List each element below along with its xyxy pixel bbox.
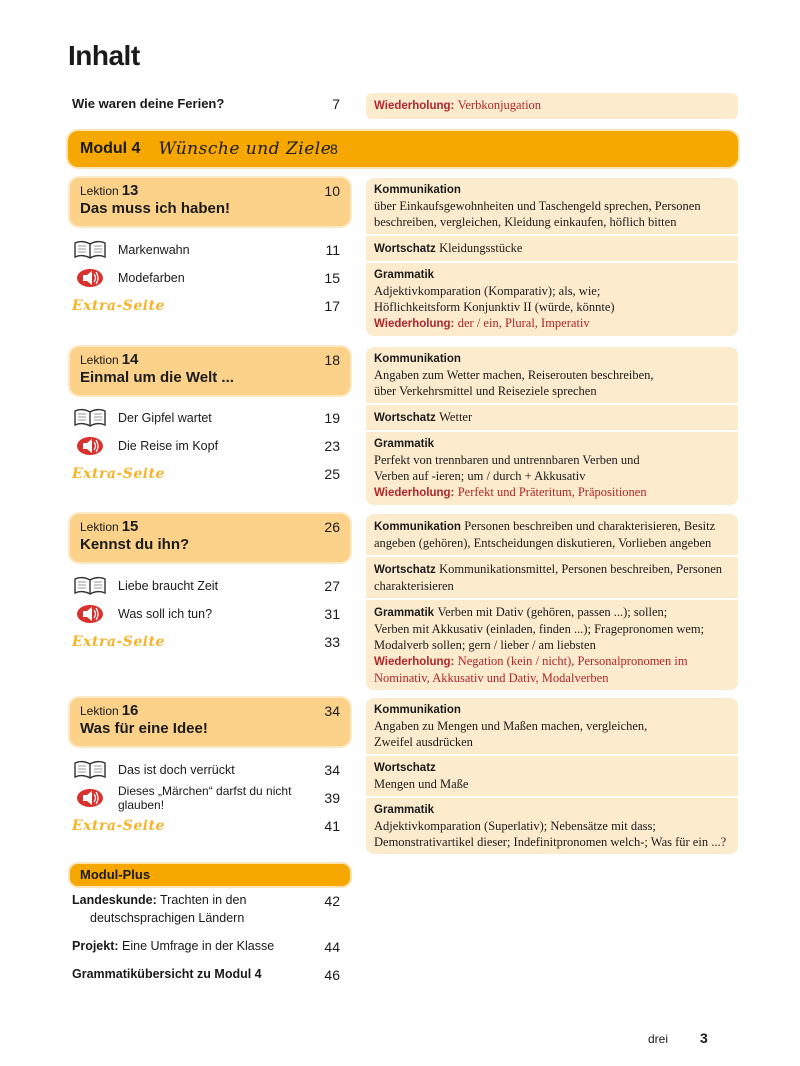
grammatikuebersicht-page: 46 (324, 967, 340, 983)
lektion-prefix: Lektion (80, 353, 119, 367)
review-text: Perfekt und Präteritum, Präpositionen (457, 485, 647, 499)
lektion-16-details (366, 698, 738, 854)
item-label: Modefarben (118, 271, 185, 285)
wortschatz-label: Wortschatz (374, 412, 436, 424)
item-label: Die Reise im Kopf (118, 439, 219, 453)
item-label: Markenwahn (118, 243, 190, 257)
grammatik-line: Verben mit Akkusativ (einladen, finden ...); Fragepronomen wem; (374, 622, 705, 636)
lektion-14-extra[interactable] (72, 463, 340, 485)
grammatik-label: Grammatik (374, 438, 435, 450)
grammatik-line: Höflichkeitsform Konjunktiv II (würde, könnte) (374, 300, 615, 314)
lektion-15-details (366, 514, 738, 690)
extra-page: 41 (324, 818, 340, 834)
lektion-number: 16 (121, 702, 139, 719)
intro-row[interactable] (72, 96, 340, 112)
kommunikation-line: Angaben zum Wetter machen, Reiserouten beschreiben, (374, 368, 654, 382)
grammatikuebersicht-row[interactable] (72, 967, 340, 983)
page-title: Inhalt (68, 40, 140, 71)
wortschatz-text: Mengen und Maße (374, 777, 469, 791)
projekt-text: Eine Umfrage in der Klasse (122, 939, 275, 953)
landeskunde-text: Trachten in den (160, 893, 247, 907)
projekt-page: 44 (324, 939, 340, 955)
grammatik-line: Verben mit Dativ (gehören, passen ...); sollen; (437, 605, 668, 619)
kommunikation-label: Kommunikation (374, 353, 461, 365)
grammatikuebersicht-label: Grammatikübersicht zu Modul 4 (72, 967, 262, 981)
speaker-icon (72, 436, 108, 456)
modul-plus-header[interactable]: Modul-Plus (70, 864, 350, 886)
grammatik-label: Grammatik (374, 607, 435, 619)
kommunikation-line: Angaben zu Mengen und Maßen machen, vergleichen, (374, 719, 648, 733)
kommunikation-label: Kommunikation (374, 184, 461, 196)
landeskunde-row-cont (90, 911, 340, 925)
kommunikation-text: über Einkaufsgewohnheiten und Taschengeld sprechen, Personen beschreiben, vergleichen, Kleidung einkaufen, höflich bitten (374, 199, 701, 229)
wortschatz-label: Wortschatz (374, 762, 436, 774)
page-number-word: drei (648, 1032, 669, 1046)
item-page: 11 (325, 242, 340, 258)
extra-seite-label: Extra-Seite (72, 818, 165, 834)
item-label: Liebe braucht Zeit (118, 579, 219, 593)
modul-label: Modul 4 (80, 140, 141, 157)
lektion-title: Was für eine Idee! (80, 720, 208, 737)
lektion-14-item-1[interactable] (72, 407, 340, 429)
review-label: Wiederholung: (374, 487, 455, 499)
lektion-title: Das muss ich haben! (80, 200, 231, 217)
lektion-number: 13 (121, 182, 139, 199)
extra-page: 25 (324, 466, 340, 482)
grammatik-label: Grammatik (374, 804, 435, 816)
lektion-title: Einmal um die Welt ... (80, 369, 234, 386)
lektion-14-header[interactable] (70, 347, 350, 395)
lektion-16-item-1[interactable] (72, 759, 340, 781)
speaker-icon (72, 788, 108, 808)
review-label: Wiederholung: (374, 656, 455, 668)
item-label: Dieses „Märchen“ darfst du nicht glauben! (118, 784, 292, 812)
kommunikation-line: über Verkehrsmittel und Reiseziele sprechen (374, 384, 597, 398)
item-label: Der Gipfel wartet (118, 411, 212, 425)
intro-review-bar (366, 93, 738, 119)
extra-seite-label: Extra-Seite (72, 634, 165, 650)
item-label: Das ist doch verrückt (118, 763, 235, 777)
extra-seite-label: Extra-Seite (72, 298, 165, 314)
projekt-row[interactable] (72, 939, 340, 955)
lektion-page: 10 (324, 183, 340, 199)
wortschatz-text: Kleidungsstücke (439, 241, 523, 255)
open-book-icon (72, 760, 108, 780)
kommunikation-line: Zweifel ausdrücken (374, 735, 473, 749)
grammatik-label: Grammatik (374, 269, 435, 281)
item-page: 27 (324, 578, 340, 594)
item-page: 23 (324, 438, 340, 454)
landeskunde-page: 42 (324, 893, 340, 909)
lektion-14-item-2[interactable] (72, 435, 340, 457)
lektion-13-item-1[interactable] (72, 239, 340, 261)
lektion-13-header[interactable] (70, 178, 350, 226)
wortschatz-label: Wortschatz (374, 564, 436, 576)
open-book-icon (72, 576, 108, 596)
item-page: 34 (324, 762, 340, 778)
wortschatz-text: Wetter (439, 410, 473, 424)
intro-label: Wie waren deine Ferien? (72, 96, 225, 111)
speaker-icon (72, 268, 108, 288)
modul-banner[interactable] (68, 131, 738, 167)
review-text: der / ein, Plural, Imperativ (457, 316, 590, 330)
lektion-prefix: Lektion (80, 520, 119, 534)
modul-title: Wünsche und Ziele (158, 139, 332, 159)
lektion-15-item-2[interactable] (72, 603, 340, 625)
wortschatz-label: Wortschatz (374, 243, 436, 255)
page-number: 3 (700, 1030, 708, 1046)
item-label: Was soll ich tun? (118, 607, 213, 621)
lektion-13-details (366, 178, 738, 336)
open-book-icon (72, 240, 108, 260)
open-book-icon (72, 408, 108, 428)
wortschatz-text: Kommunikationsmittel, Personen beschreiben, Personen charakterisieren (374, 562, 723, 593)
lektion-13-item-2[interactable] (72, 267, 340, 289)
lektion-title: Kennst du ihn? (80, 536, 190, 553)
item-page: 39 (324, 790, 340, 806)
landeskunde-text-cont: deutschsprachigen Ländern (90, 911, 245, 925)
lektion-13-extra[interactable] (72, 295, 340, 317)
lektion-15-header[interactable] (70, 514, 350, 562)
lektion-16-item-2[interactable] (72, 784, 340, 812)
kommunikation-label: Kommunikation (374, 704, 461, 716)
review-text: Negation (kein / nicht), Personalpronomen im Nominativ, Akkusativ und Dativ, Modalverben (374, 654, 688, 685)
item-page: 15 (324, 270, 340, 286)
grammatik-line: Modalverb sollen; gern / lieber / am liebsten (374, 638, 596, 652)
intro-review-label: Wiederholung: (374, 100, 455, 112)
grammatik-line: Adjektivkomparation (Komparativ); als, wie; (374, 284, 601, 298)
item-page: 19 (324, 410, 340, 426)
lektion-16-header[interactable] (70, 698, 350, 746)
projekt-label: Projekt: (72, 939, 119, 953)
lektion-14-details (366, 347, 738, 505)
intro-review-text: Verbkonjugation (457, 98, 542, 112)
lektion-prefix: Lektion (80, 704, 119, 718)
lektion-prefix: Lektion (80, 184, 119, 198)
grammatik-line: Perfekt von trennbaren und untrennbaren Verben und (374, 453, 640, 467)
lektion-15-item-1[interactable] (72, 575, 340, 597)
lektion-page: 34 (324, 703, 340, 719)
lektion-16-extra[interactable] (72, 815, 340, 837)
grammatik-line: Demonstrativartikel dieser; Indefinitpronomen welch-; Was für ein ...? (374, 835, 727, 849)
review-label: Wiederholung: (374, 318, 455, 330)
landeskunde-row[interactable] (72, 893, 340, 909)
item-page: 31 (324, 606, 340, 622)
extra-seite-label: Extra-Seite (72, 466, 165, 482)
lektion-page: 18 (324, 352, 340, 368)
kommunikation-text: Personen beschreiben und charakterisieren, Besitz angeben (gehören), Entscheidungen diskutieren, Vorlieben angeben (374, 519, 716, 550)
intro-page: 7 (332, 96, 340, 112)
lektion-number: 15 (121, 518, 139, 535)
extra-page: 33 (324, 634, 340, 650)
extra-page: 17 (324, 298, 340, 314)
lektion-15-extra[interactable] (72, 631, 340, 653)
modul-page: 8 (330, 141, 338, 157)
lektion-page: 26 (324, 519, 340, 535)
grammatik-line: Verben auf -ieren; um / durch + Akkusativ (374, 469, 586, 483)
landeskunde-label: Landeskunde: (72, 893, 157, 907)
lektion-number: 14 (121, 351, 139, 368)
speaker-icon (72, 604, 108, 624)
kommunikation-label: Kommunikation (374, 521, 461, 533)
grammatik-line: Adjektivkomparation (Superlativ); Nebensätze mit dass; (374, 819, 656, 833)
